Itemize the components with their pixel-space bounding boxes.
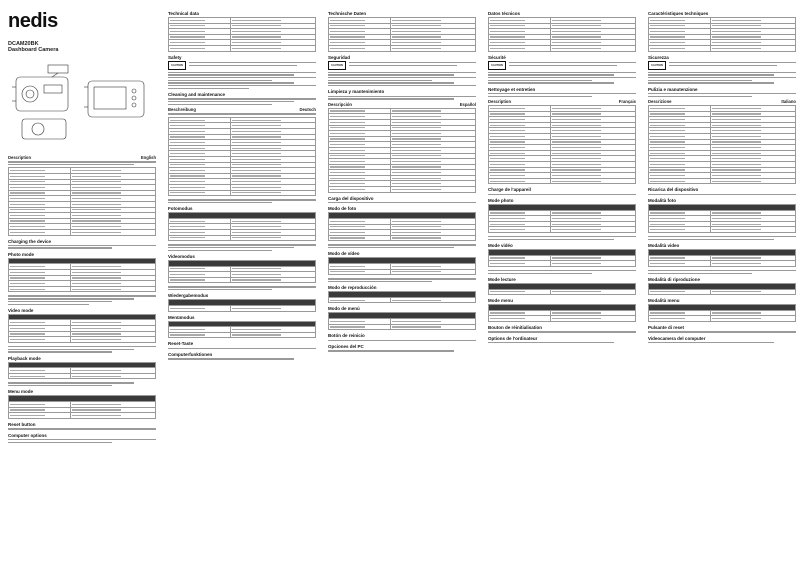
playback-table	[8, 362, 156, 380]
charging-heading: Charging the device	[8, 238, 52, 244]
menu-fr-heading: Mode menu	[488, 298, 514, 304]
reset-de-heading: Reset-Taste	[168, 341, 194, 347]
computer-heading: Computer options	[8, 432, 47, 438]
description-es-heading: Descripción Español	[328, 101, 476, 107]
tech-data-table-it	[648, 17, 796, 52]
video-fr-heading: Mode vidéo	[488, 243, 513, 249]
cleaning-heading: Cleaning and maintenance	[168, 92, 226, 98]
parts-table-de	[168, 117, 316, 196]
cleaning-it-heading: Pulizia e manutenzione	[648, 86, 698, 92]
video-it-heading: Modalità video	[648, 243, 680, 249]
photo-mode-heading: Photo mode	[8, 251, 34, 257]
ricarica-heading: Ricarica del dispositivo	[648, 187, 699, 193]
reproduccion-table	[328, 291, 476, 303]
menu-table-fr	[488, 304, 636, 322]
riproduzione-heading: Modalità di riproduzione	[648, 276, 700, 282]
dashcam-illustration	[8, 57, 156, 149]
photo-fr-heading: Mode photo	[488, 198, 514, 204]
computer-de-heading: Computerfunktionen	[168, 352, 213, 358]
safety-heading: Safety	[168, 54, 182, 60]
reset-heading: Reset button	[8, 421, 36, 427]
carga-heading: Carga del dispositivo	[328, 195, 374, 201]
tech-data-table-fr	[488, 17, 636, 52]
technical-data-fr-heading: Datos técnicos	[488, 11, 521, 16]
foto-it-heading: Modalità foto	[648, 198, 676, 204]
menu-it-heading: Modalità menu	[648, 298, 680, 304]
menu-table	[8, 395, 156, 418]
technical-data-heading: Technical data	[168, 11, 199, 16]
tech-data-table-es	[328, 17, 476, 52]
safety-fr-heading: Sécurité	[488, 54, 506, 60]
description-it-heading: Descrizione Italiano	[648, 99, 796, 105]
foto-table-de	[168, 212, 316, 241]
video-mode-heading: Video mode	[8, 307, 34, 313]
video-table-de	[168, 260, 316, 283]
menu-table-de	[168, 321, 316, 339]
warning-block-fr	[488, 61, 636, 70]
video-es-heading: Modo de vídeo	[328, 251, 360, 257]
wiedergabe-heading: Wiedergabemodus	[168, 293, 209, 299]
pc-it-heading: Videocamera del computer	[648, 335, 706, 341]
technical-data-es-heading: Technische Daten	[328, 11, 367, 16]
caution-label-fr: CAUTION	[488, 61, 506, 70]
column-italian	[648, 8, 796, 345]
wiedergabe-table	[168, 299, 316, 311]
foto-es-heading: Modo de foto	[328, 206, 357, 212]
parts-table	[8, 167, 156, 235]
reproduccion-heading: Modo de reproducción	[328, 285, 377, 291]
model-number: DCAM20BK	[8, 41, 39, 47]
tech-data-table	[168, 17, 316, 52]
foto-table-it	[648, 204, 796, 233]
reset-fr-heading: Bouton de réinitialisation	[488, 324, 543, 330]
cleaning-fr-heading: Nettoyage et entretien	[488, 86, 536, 92]
video-table-it	[648, 249, 796, 267]
caution-label: CAUTION	[168, 61, 186, 70]
reinicio-heading: Botón de reinicio	[328, 333, 365, 339]
description-heading: Description English	[8, 155, 156, 160]
videomodus-heading: Videomodus	[168, 253, 195, 259]
pc-es-heading: Opciones del PC	[328, 343, 364, 349]
product-name: Dashboard Camera	[8, 47, 59, 53]
menu-de-heading: Menümodus	[168, 314, 195, 320]
column-english-specs	[168, 8, 316, 362]
technical-data-it-heading: Caractéristiques techniques	[648, 11, 709, 16]
safety-it-heading: Sicurezza	[648, 54, 669, 60]
parts-table-es	[328, 108, 476, 193]
description-fr-heading: Description Français	[488, 99, 636, 105]
menu-table-it	[648, 304, 796, 322]
column-english-intro	[8, 8, 156, 445]
menu-table-es	[328, 312, 476, 330]
parts-table-it	[648, 105, 796, 184]
pc-fr-heading: Options de l'ordinateur	[488, 335, 538, 341]
video-menu-table	[8, 314, 156, 343]
caution-label-es: CAUTION	[328, 61, 346, 70]
video-table-fr	[488, 249, 636, 267]
caution-label-it: CAUTION	[648, 61, 666, 70]
parts-table-fr	[488, 105, 636, 184]
lecture-heading: Mode lecture	[488, 276, 516, 282]
fotomodus-heading: Fotomodus	[168, 206, 193, 212]
photo-table-fr	[488, 204, 636, 233]
warning-block-it	[648, 61, 796, 70]
warning-block-es	[328, 61, 476, 70]
menu-mode-heading: Menu mode	[8, 389, 34, 395]
column-spanish	[328, 8, 476, 354]
foto-table-es	[328, 212, 476, 241]
charge-heading: Charge de l'appareil	[488, 187, 531, 193]
lecture-table	[488, 283, 636, 295]
photo-menu-table	[8, 258, 156, 293]
playback-heading: Playback mode	[8, 355, 41, 361]
cleaning-es-heading: Limpieza y mantenimiento	[328, 89, 385, 95]
video-table-es	[328, 257, 476, 275]
riproduzione-table	[648, 283, 796, 295]
description-de-heading: Beschreibung Deutsch	[168, 107, 316, 113]
safety-es-heading: Seguridad	[328, 54, 351, 60]
reset-it-heading: Pulsante di reset	[648, 324, 685, 330]
warning-block	[168, 61, 316, 70]
menu-es-heading: Modo de menú	[328, 306, 360, 312]
brand-logo: nedis	[8, 10, 58, 32]
column-french	[488, 8, 636, 345]
